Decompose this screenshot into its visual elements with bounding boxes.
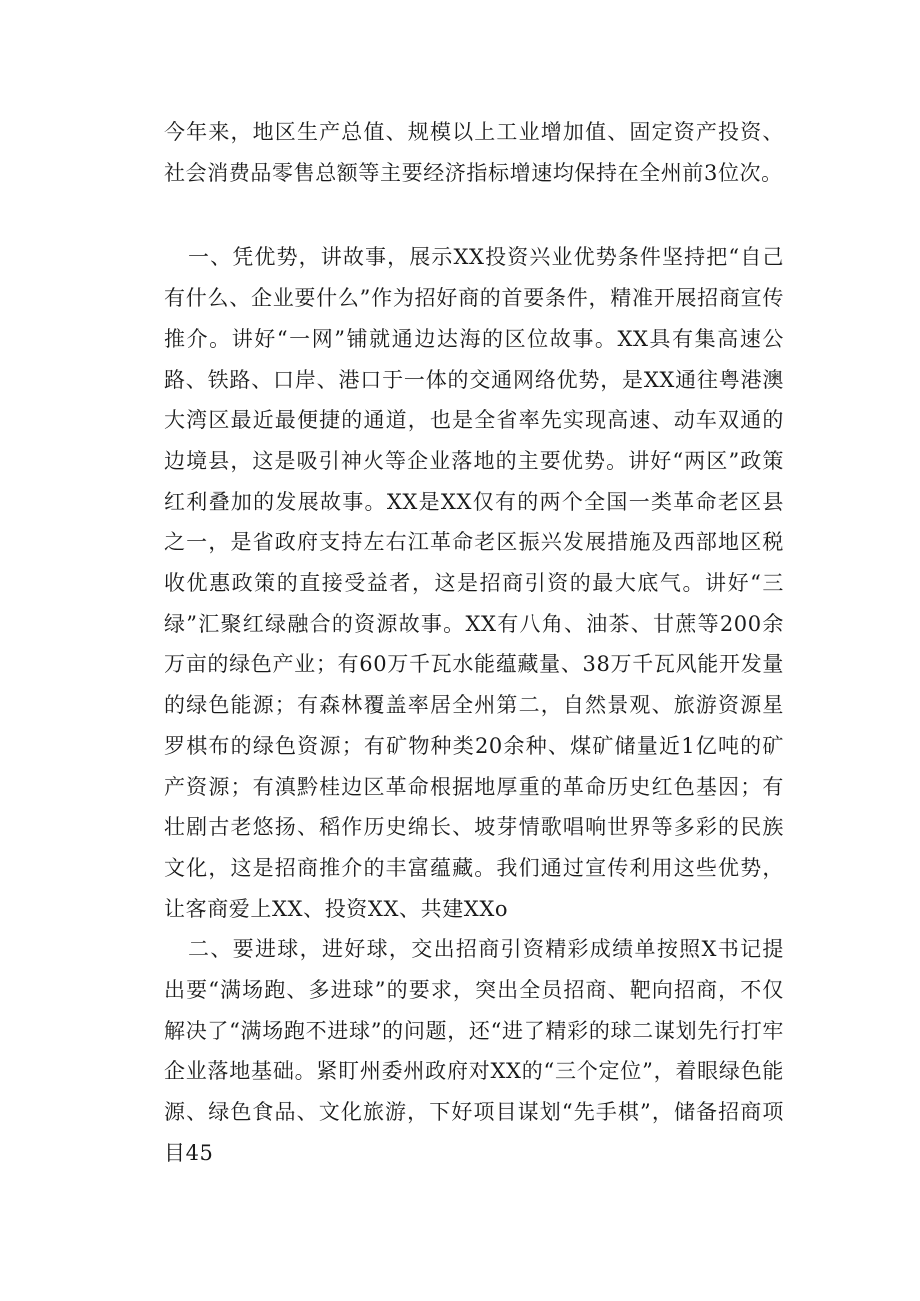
document-body — [164, 112, 784, 1174]
paragraph-section-two: 二、要进球，进好球，交出招商引资精彩成绩单按照X书记提出要“满场跑、多进球”的要求，突出全员招商、靶向招商，不仅解决了“满场跑不进球”的问题，还“进了精彩的球二谋划先行打牢企业落地基础。紧盯州委州政府对XX的“三个定位”，着眼绿色能源、绿色食品、文化旅游，下好项目谋划“先手棋”，储备招商项目45 — [164, 937, 784, 1165]
paragraph-economic-indicators: 今年来，地区生产总值、规模以上工业增加值、固定资产投资、社会消费品零售总额等主要经济指标增速均保持在全州前3位次。 — [164, 120, 784, 185]
paragraph-section-one: 一、凭优势，讲故事，展示XX投资兴业优势条件坚持把“自己有什么、企业要什么”作为招好商的首要条件，精准开展招商宣传推介。讲好“一网”铺就通边达海的区位故事。XX具有集高速公路、铁路、口岸、港口于一体的交通网络优势，是XX通往粤港澳大湾区最近最便捷的通道，也是全省率先实现高速、动车双通的边境县，这是吸引神火等企业落地的主要优势。讲好“两区”政策红利叠加的发展故事。XX是XX仅有的两个全国一类革命老区县之一，是省政府支持左右江革命老区振兴发展措施及西部地区税收优惠政策的直接受益者，这是招商引资的最大底气。讲好“三绿”汇聚红绿融合的资源故事。XX有八角、油茶、甘蔗等200余万亩的绿色产业；有60万千瓦水能蕴藏量、38万千瓦风能开发量的绿色能源；有森林覆盖率居全州第二，自然景观、旅游资源星罗棋布的绿色资源；有矿物种类20余种、煤矿储量近1亿吨的矿产资源；有滇黔桂边区革命根据地厚重的革命历史红色基因；有壮剧古老悠扬、稻作历史绵长、坡芽情歌唱响世界等多彩的民族文化，这是招商推介的丰富蕴藏。我们通过宣传利用这些优势，让客商爱上XX、投资XX、共建XXo — [164, 245, 784, 921]
